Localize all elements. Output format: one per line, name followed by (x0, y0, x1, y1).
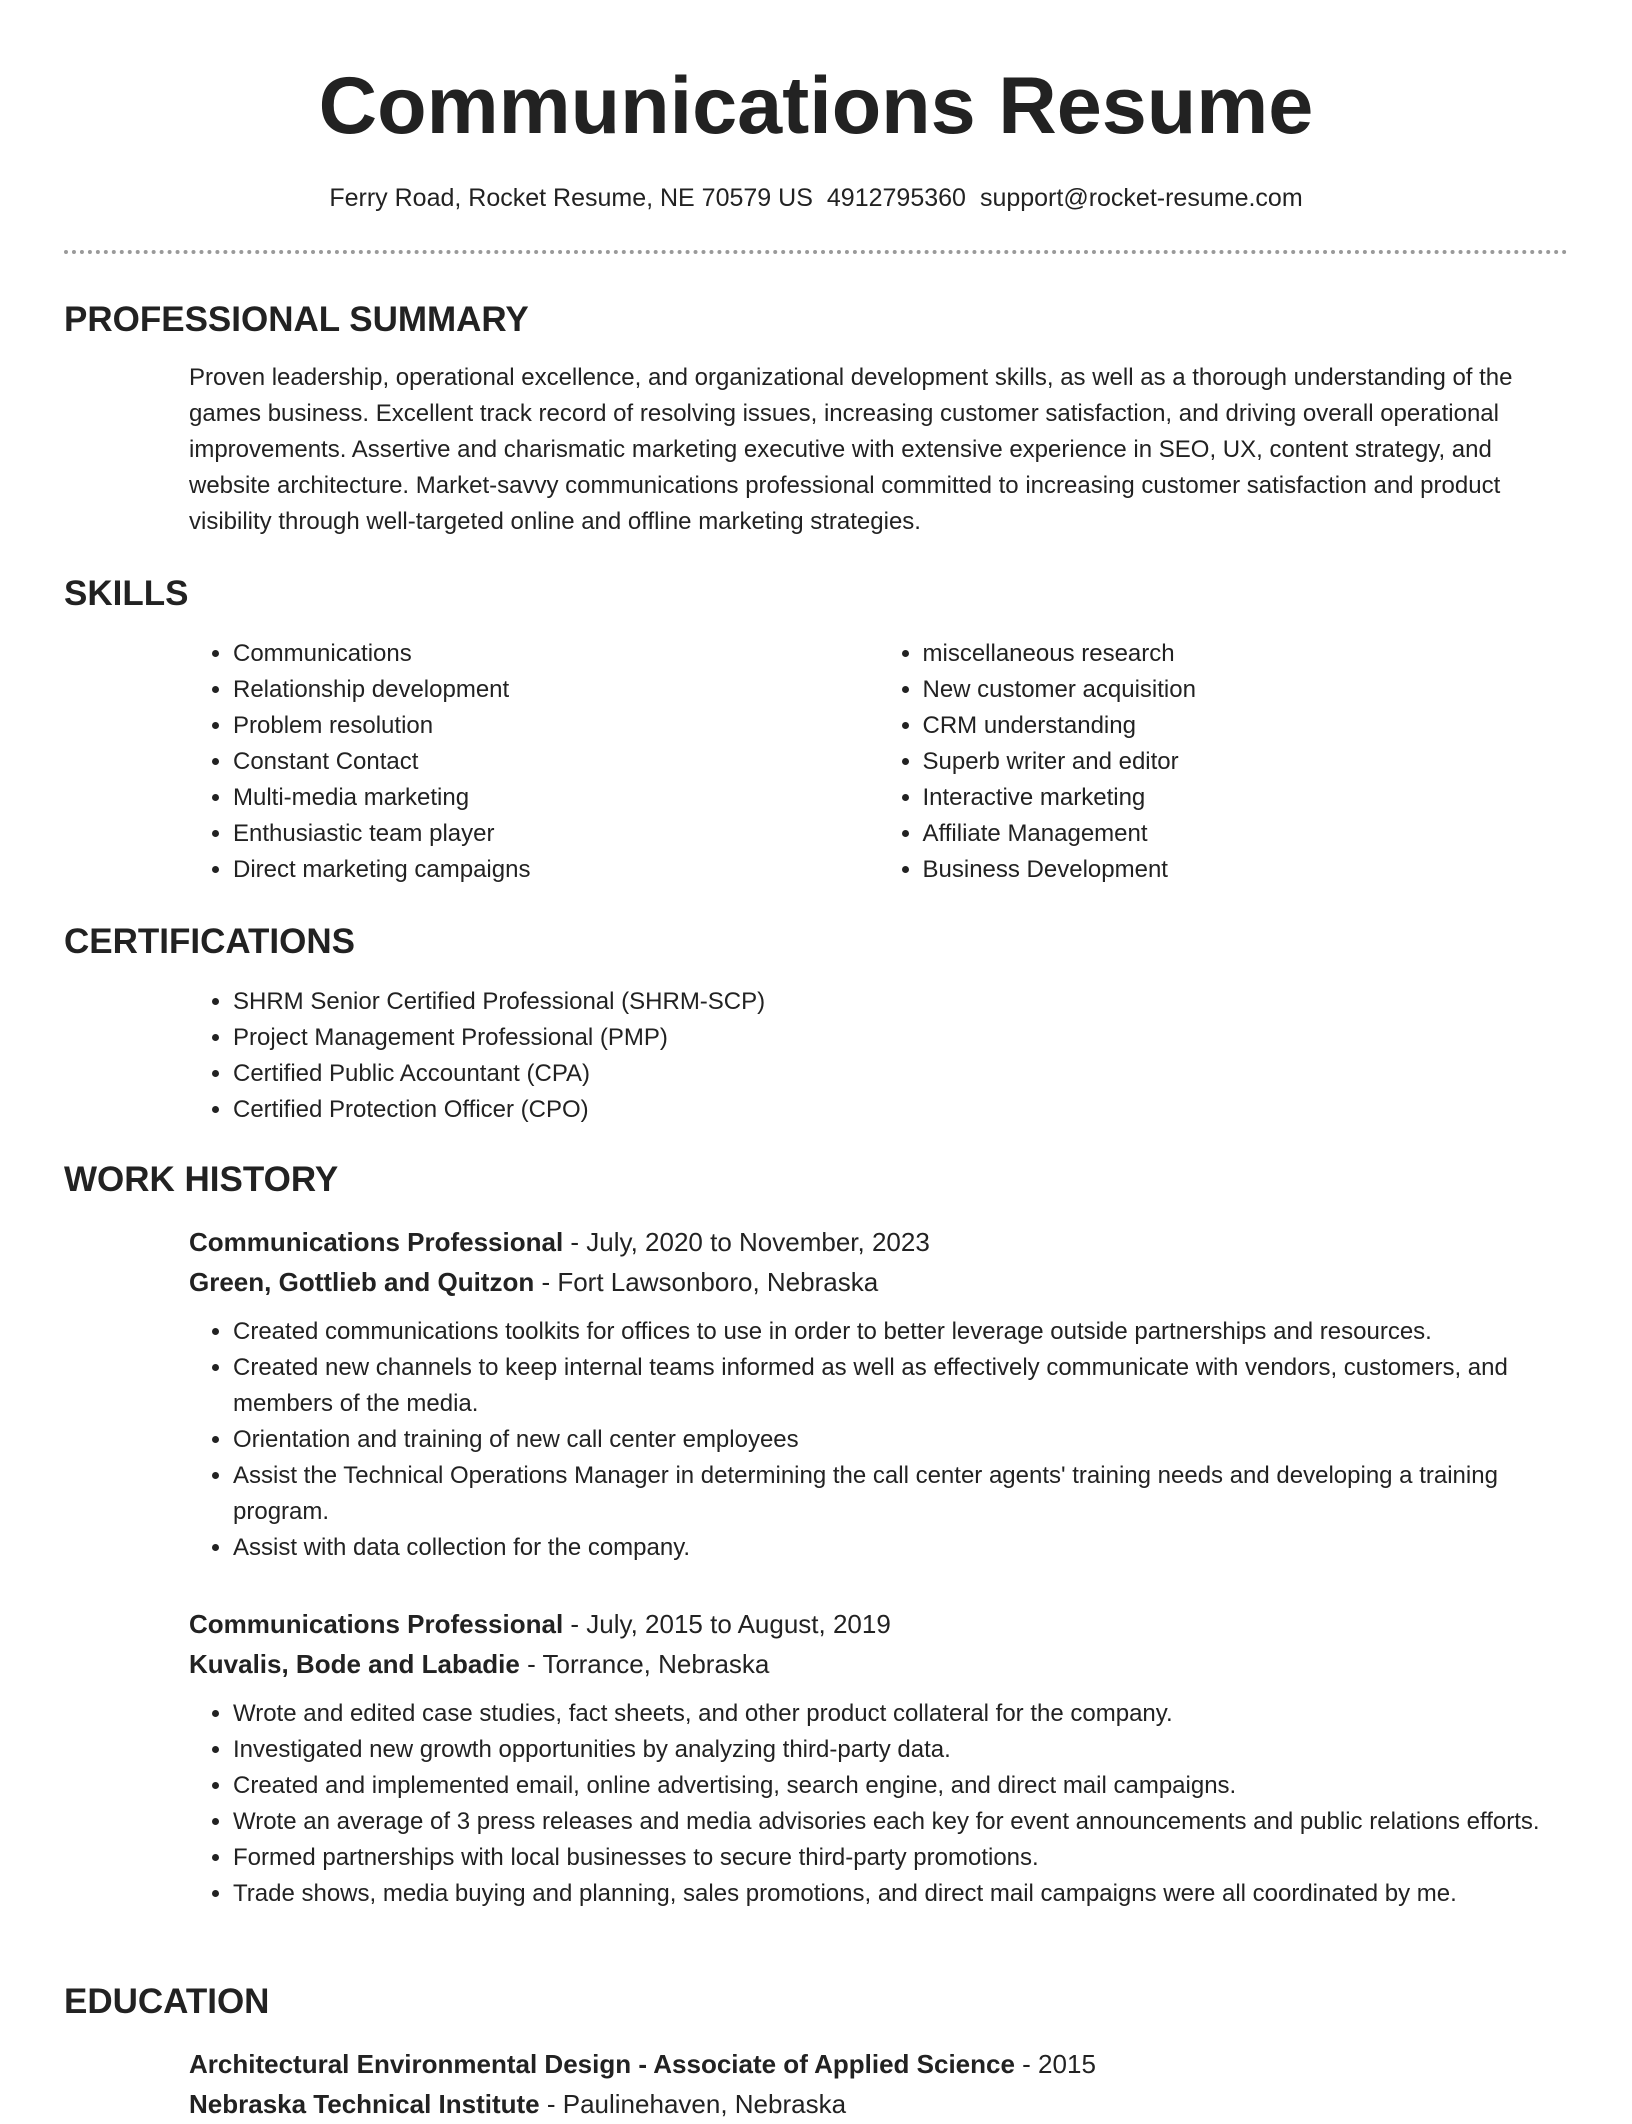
skill-item: • Direct marketing campaigns (233, 852, 879, 888)
job-duty: • Trade shows, media buying and planning, sales promotions, and direct mail campaigns were all coordinated by me. (233, 1876, 1568, 1912)
skills-list-left (189, 636, 879, 888)
job-entry (189, 1604, 1568, 1912)
work-history-section (64, 1158, 1568, 1912)
job-company: Green, Gottlieb and Quitzon (189, 1267, 535, 1297)
job-duties-list (189, 1314, 1568, 1566)
skill-item: • miscellaneous research (923, 636, 1569, 672)
education-section (64, 1980, 1568, 2124)
skill-item: • Interactive marketing (923, 780, 1569, 816)
contact-email: support@rocket-resume.com (979, 184, 1303, 212)
skill-item: • Business Development (923, 852, 1569, 888)
job-role: Communications Professional (189, 1227, 564, 1257)
certification-item: • Certified Protection Officer (CPO) (233, 1092, 1568, 1128)
job-entry (189, 1222, 1568, 1566)
job-duty: • Created communications toolkits for offices to use in order to better leverage outside partnerships and resources. (233, 1314, 1568, 1350)
skill-item: • Constant Contact (233, 744, 879, 780)
job-title-line (189, 1604, 1568, 1644)
skill-item: • Affiliate Management (923, 816, 1569, 852)
job-duty: • Formed partnerships with local businesses to secure third-party promotions. (233, 1840, 1568, 1876)
work-history-heading: WORK HISTORY (64, 1160, 339, 1199)
job-role: Communications Professional (189, 1609, 564, 1639)
skill-item: • Communications (233, 636, 879, 672)
certifications-section (64, 920, 1568, 1128)
education-degree-line (189, 2044, 1568, 2084)
summary-text: Proven leadership, operational excellence, and organizational development skills, as well as a thorough understanding of the games business. Excellent track record of resolving issues, increasing customer satisfaction, and driving overall operational improvements. Assertive and charismatic marketing executive with extensive experience in SEO, UX, content strategy, and website architecture. Market-savvy communications professional committed to increasing customer satisfaction and product visibility through well-targeted online and offline marketing strategies. (189, 364, 1513, 535)
job-dates: - July, 2015 to August, 2019 (563, 1609, 891, 1639)
job-duty: • Assist with data collection for the company. (233, 1530, 1568, 1566)
contact-phone: 4912795360 (826, 184, 966, 212)
education-degree: Architectural Environmental Design - Associate of Applied Science (189, 2049, 1015, 2079)
skill-item: • Relationship development (233, 672, 879, 708)
job-duty: • Wrote an average of 3 press releases and media advisories each key for event announcements and public relations efforts. (233, 1804, 1568, 1840)
skill-item: • New customer acquisition (923, 672, 1569, 708)
job-company-line (189, 1644, 1568, 1684)
skill-item: • Problem resolution (233, 708, 879, 744)
education-year: - 2015 (1014, 2049, 1096, 2079)
summary-heading: PROFESSIONAL SUMMARY (64, 300, 529, 339)
job-duty: • Orientation and training of new call center employees (233, 1422, 1568, 1458)
certifications-heading: CERTIFICATIONS (64, 922, 356, 961)
skills-list-right (879, 636, 1569, 888)
skill-item: • CRM understanding (923, 708, 1569, 744)
education-heading: EDUCATION (64, 1982, 270, 2021)
contact-address: Ferry Road, Rocket Resume, NE 70579 US (329, 184, 813, 212)
resume-title: Communications Resume (318, 61, 1314, 151)
job-duty: • Created and implemented email, online advertising, search engine, and direct mail campaigns. (233, 1768, 1568, 1804)
education-school-line (189, 2084, 1568, 2124)
skill-item: • Enthusiastic team player (233, 816, 879, 852)
certifications-list (189, 984, 1568, 1128)
skill-item: • Superb writer and editor (923, 744, 1569, 780)
job-title-line (189, 1222, 1568, 1262)
summary-section (64, 298, 1568, 540)
certification-item: • Project Management Professional (PMP) (233, 1020, 1568, 1056)
job-company: Kuvalis, Bode and Labadie (189, 1649, 520, 1679)
job-duty: • Wrote and edited case studies, fact sheets, and other product collateral for the company. (233, 1696, 1568, 1732)
header-divider (64, 250, 1568, 254)
contact-line (0, 181, 1632, 215)
job-location: - Torrance, Nebraska (519, 1649, 770, 1679)
skills-heading: SKILLS (64, 574, 189, 613)
skills-section (64, 572, 1568, 888)
education-location: - Paulinehaven, Nebraska (539, 2089, 847, 2119)
job-duty: • Assist the Technical Operations Manager in determining the call center agents' training needs and developing a training program. (233, 1458, 1568, 1530)
job-location: - Fort Lawsonboro, Nebraska (534, 1267, 879, 1297)
job-duty: • Created new channels to keep internal teams informed as well as effectively communicate with vendors, customers, and members of the media. (233, 1350, 1568, 1422)
job-duty: • Investigated new growth opportunities by analyzing third-party data. (233, 1732, 1568, 1768)
skills-columns (189, 636, 1568, 888)
education-school: Nebraska Technical Institute (189, 2089, 540, 2119)
job-dates: - July, 2020 to November, 2023 (563, 1227, 930, 1257)
skill-item: • Multi-media marketing (233, 780, 879, 816)
job-company-line (189, 1262, 1568, 1302)
certification-item: • SHRM Senior Certified Professional (SHRM-SCP) (233, 984, 1568, 1020)
job-duties-list (189, 1696, 1568, 1912)
certification-item: • Certified Public Accountant (CPA) (233, 1056, 1568, 1092)
